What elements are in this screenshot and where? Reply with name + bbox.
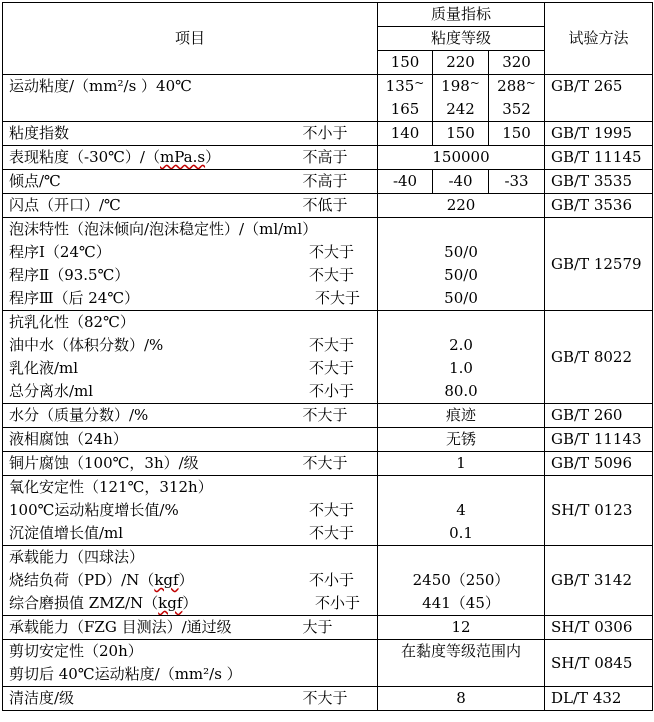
pour-cond: 不高于 bbox=[303, 170, 378, 194]
flash-cond: 不低于 bbox=[303, 194, 378, 218]
header-grade: 粘度等级 bbox=[378, 27, 545, 51]
row-flash bbox=[3, 194, 653, 218]
foam-seq2: 程序Ⅱ（93.5℃） 不大于 bbox=[9, 266, 355, 284]
row-water bbox=[3, 404, 653, 428]
row-fzg bbox=[3, 616, 653, 640]
row-vi bbox=[3, 122, 653, 146]
vi-cond: 不小于 bbox=[303, 122, 378, 146]
shear-method: SH/T 0845 bbox=[545, 640, 653, 687]
fzg-label: 承载能力（FZG 目测法）/通过级 bbox=[3, 616, 303, 640]
copper-cond: 不大于 bbox=[303, 452, 378, 476]
fourball-values: 2450（250） 441（45） bbox=[378, 546, 545, 616]
oxid-labels: 氧化安定性（121℃，312h） 100℃运动粘度增长值/% 不大于 沉淀值增长值/ml 不大于 bbox=[3, 476, 378, 546]
water-value: 痕迹 bbox=[378, 404, 545, 428]
header-item: 项目 bbox=[3, 3, 378, 75]
header-quality: 质量指标 bbox=[378, 3, 545, 27]
clean-value: 8 bbox=[378, 687, 545, 711]
row-rust bbox=[3, 428, 653, 452]
water-label: 水分（质量分数）/% bbox=[3, 404, 303, 428]
clean-cond: 不大于 bbox=[303, 687, 378, 711]
pour-150: -40 bbox=[378, 170, 433, 194]
copper-method: GB/T 5096 bbox=[545, 452, 653, 476]
foam-method: GB/T 12579 bbox=[545, 218, 653, 311]
row-foam bbox=[3, 218, 653, 311]
kv40-cond bbox=[303, 75, 378, 122]
pour-220: -40 bbox=[433, 170, 489, 194]
clean-label: 清洁度/级 bbox=[3, 687, 303, 711]
vi-220: 150 bbox=[433, 122, 489, 146]
fourball-method: GB/T 3142 bbox=[545, 546, 653, 616]
spec-table bbox=[2, 2, 653, 711]
copper-value: 1 bbox=[378, 452, 545, 476]
header-grade-150: 150 bbox=[378, 51, 433, 75]
pour-320: -33 bbox=[489, 170, 545, 194]
rust-cond bbox=[303, 428, 378, 452]
kv40-220: 198~ 242 bbox=[433, 75, 489, 122]
rust-value: 无锈 bbox=[378, 428, 545, 452]
water-cond: 不大于 bbox=[303, 404, 378, 428]
foam-values: 50/0 50/0 50/0 bbox=[378, 218, 545, 311]
apparent-label: 表现粘度（-30℃）/（mPa.s） bbox=[3, 146, 303, 170]
header-grade-220: 220 bbox=[433, 51, 489, 75]
pour-label: 倾点/℃ bbox=[3, 170, 303, 194]
foam-seq3: 程序Ⅲ（后 24℃） 不大于 bbox=[9, 289, 361, 307]
fzg-value: 12 bbox=[378, 616, 545, 640]
row-shear bbox=[3, 640, 653, 687]
row-kv40 bbox=[3, 75, 653, 122]
fzg-method: SH/T 0306 bbox=[545, 616, 653, 640]
apparent-method: GB/T 11145 bbox=[545, 146, 653, 170]
rust-label: 液相腐蚀（24h） bbox=[3, 428, 303, 452]
kv40-150: 135~ 165 bbox=[378, 75, 433, 122]
foam-labels bbox=[3, 218, 378, 311]
water-method: GB/T 260 bbox=[545, 404, 653, 428]
header-method: 试验方法 bbox=[545, 3, 653, 75]
vi-320: 150 bbox=[489, 122, 545, 146]
vi-method: GB/T 1995 bbox=[545, 122, 653, 146]
kv40-label: 运动粘度/（mm²/s ）40℃ bbox=[3, 75, 303, 122]
copper-label: 铜片腐蚀（100℃，3h）/级 bbox=[3, 452, 303, 476]
foam-title: 泡沫特性（泡沫倾向/泡沫稳定性）/（ml/ml） bbox=[9, 220, 318, 238]
apparent-value: 150000 bbox=[378, 146, 545, 170]
row-pour bbox=[3, 170, 653, 194]
row-copper bbox=[3, 452, 653, 476]
oxid-values: 4 0.1 bbox=[378, 476, 545, 546]
shear-labels: 剪切安定性（20h） 剪切后 40℃运动粘度/（mm²/s ） bbox=[3, 640, 378, 687]
foam-seq1: 程序Ⅰ（24℃） 不大于 bbox=[9, 243, 355, 261]
pour-method: GB/T 3535 bbox=[545, 170, 653, 194]
row-apparent bbox=[3, 146, 653, 170]
header-row-1 bbox=[3, 3, 653, 27]
kv40-320: 288~ 352 bbox=[489, 75, 545, 122]
demuls-labels: 抗乳化性（82℃） 油中水（体积分数）/% 不大于 乳化液/ml 不大于 总分离水/ml 不小于 bbox=[3, 311, 378, 404]
row-oxid bbox=[3, 476, 653, 546]
apparent-cond: 不高于 bbox=[303, 146, 378, 170]
shear-value: 在黏度等级范围内 bbox=[378, 640, 545, 687]
row-fourball bbox=[3, 546, 653, 616]
vi-label: 粘度指数 bbox=[3, 122, 303, 146]
clean-method: DL/T 432 bbox=[545, 687, 653, 711]
flash-method: GB/T 3536 bbox=[545, 194, 653, 218]
fourball-labels: 承载能力（四球法） 烧结负荷（PD）/N（kgf） 不小于 综合磨损值 ZMZ/N（kgf） 不小于 bbox=[3, 546, 378, 616]
header-grade-320: 320 bbox=[489, 51, 545, 75]
fzg-cond: 大于 bbox=[303, 616, 378, 640]
oxid-method: SH/T 0123 bbox=[545, 476, 653, 546]
row-demuls bbox=[3, 311, 653, 404]
kv40-method: GB/T 265 bbox=[545, 75, 653, 122]
demuls-values: 2.0 1.0 80.0 bbox=[378, 311, 545, 404]
rust-method: GB/T 11143 bbox=[545, 428, 653, 452]
vi-150: 140 bbox=[378, 122, 433, 146]
flash-label: 闪点（开口）/℃ bbox=[3, 194, 303, 218]
flash-value: 220 bbox=[378, 194, 545, 218]
demuls-method: GB/T 8022 bbox=[545, 311, 653, 404]
row-clean bbox=[3, 687, 653, 711]
